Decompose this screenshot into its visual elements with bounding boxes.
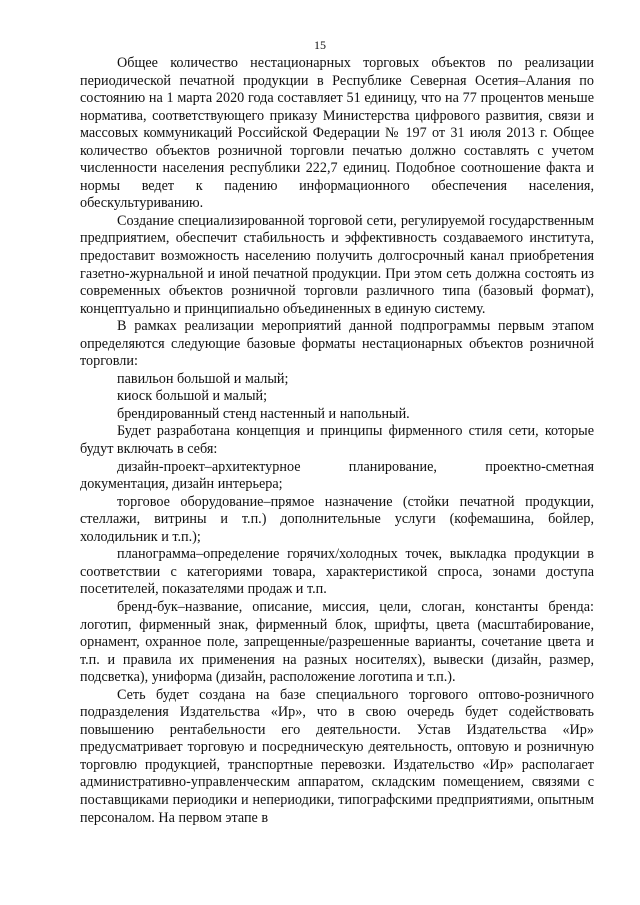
page-number: 15: [314, 38, 326, 52]
paragraph-formats-intro: В рамках реализации мероприятий данной подпрограммы первым этапом определяются следующие базовые форматы нестационарных объектов розничной торговли:: [80, 318, 594, 370]
paragraph-network-base: Сеть будет создана на базе специального торгового оптово-розничного подразделения Издательства «Ир», что в свою очередь будет содействовать повышению рентабельности его деятельности. Устав Издательства «Ир» предусматривает торговую и посредническую деятельность, оптовую и розничную торговлю продукцией, транспортные перевозки. Издательство «Ир» располагает административно-управленческим аппаратом, складским помещением, связями с поставщиками периодики и непериодики, типографскими предприятиями, опытным персоналом. На первом этапе в: [80, 686, 594, 826]
paragraph-kiosk-count: Общее количество нестационарных торговых объектов по реализации периодической печатной продукции в Республике Северная Осетия–Алания по состоянию на 1 марта 2020 года составляет 51 единицу, что на 77 процентов меньше норматива, соответствующего приказу Министерства цифрового развития, связи и массовых коммуникаций Российской Федерации № 197 от 31 июля 2013 г. Общее количество объектов розничной торговли печатью должно составлять с учетом численности населения республики 222,7 единиц. Подобное соотношение факта и нормы ведет к падению информационного обеспечения населения, обескультуриванию.: [80, 55, 594, 212]
paragraph-network-creation: Создание специализированной торговой сети, регулируемой государственным предприятием, обеспечит стабильность и эффективность создаваемого института, предоставит возможность населению получить долгосрочный канал приобретения газетно-журнальной и иной печатной продукции. При этом сеть должна состоять из современных объектов розничной торговли различного типа (базовый формат), концептуально и принципиально объединенных в единую систему.: [80, 212, 594, 317]
list-item-planogram: планограмма–определение горячих/холодных точек, выкладка продукции в соответствии с категориями товара, характеристикой спроса, зонами доступа посетителей, показателями продаж и т.п.: [80, 546, 594, 598]
list-item-kiosk: киоск большой и малый;: [117, 388, 268, 405]
list-item-equipment: торговое оборудование–прямое назначение (стойки печатной продукции, стеллажи, витрины и т.п.) дополнительные услуги (кофемашина, бойлер, холодильник и т.п.);: [80, 493, 594, 545]
list-item-brandbook: бренд-бук–название, описание, миссия, цели, слоган, константы бренда: логотип, фирменный знак, фирменный блок, шрифты, цвета (масштабирование, орнамент, охранное поле, запрещенные/разрешенные варианты, сочетание цвета и т.п. и правила их применения на разных носителях), вывески (дизайн, размер, подсветка), униформа (дизайн, расположение логотипа и т.п.).: [80, 598, 594, 686]
paragraph-style-intro: Будет разработана концепция и принципы фирменного стиля сети, которые будут включать в себя:: [80, 423, 594, 458]
list-item-stand: брендированный стенд настенный и напольный.: [117, 405, 410, 422]
document-body: [80, 55, 594, 827]
list-item-design-project: дизайн-проект–архитектурное планирование, проектно-сметная документация, дизайн интерьера;: [80, 458, 594, 493]
list-item-pavilion: павильон большой и малый;: [117, 370, 289, 387]
